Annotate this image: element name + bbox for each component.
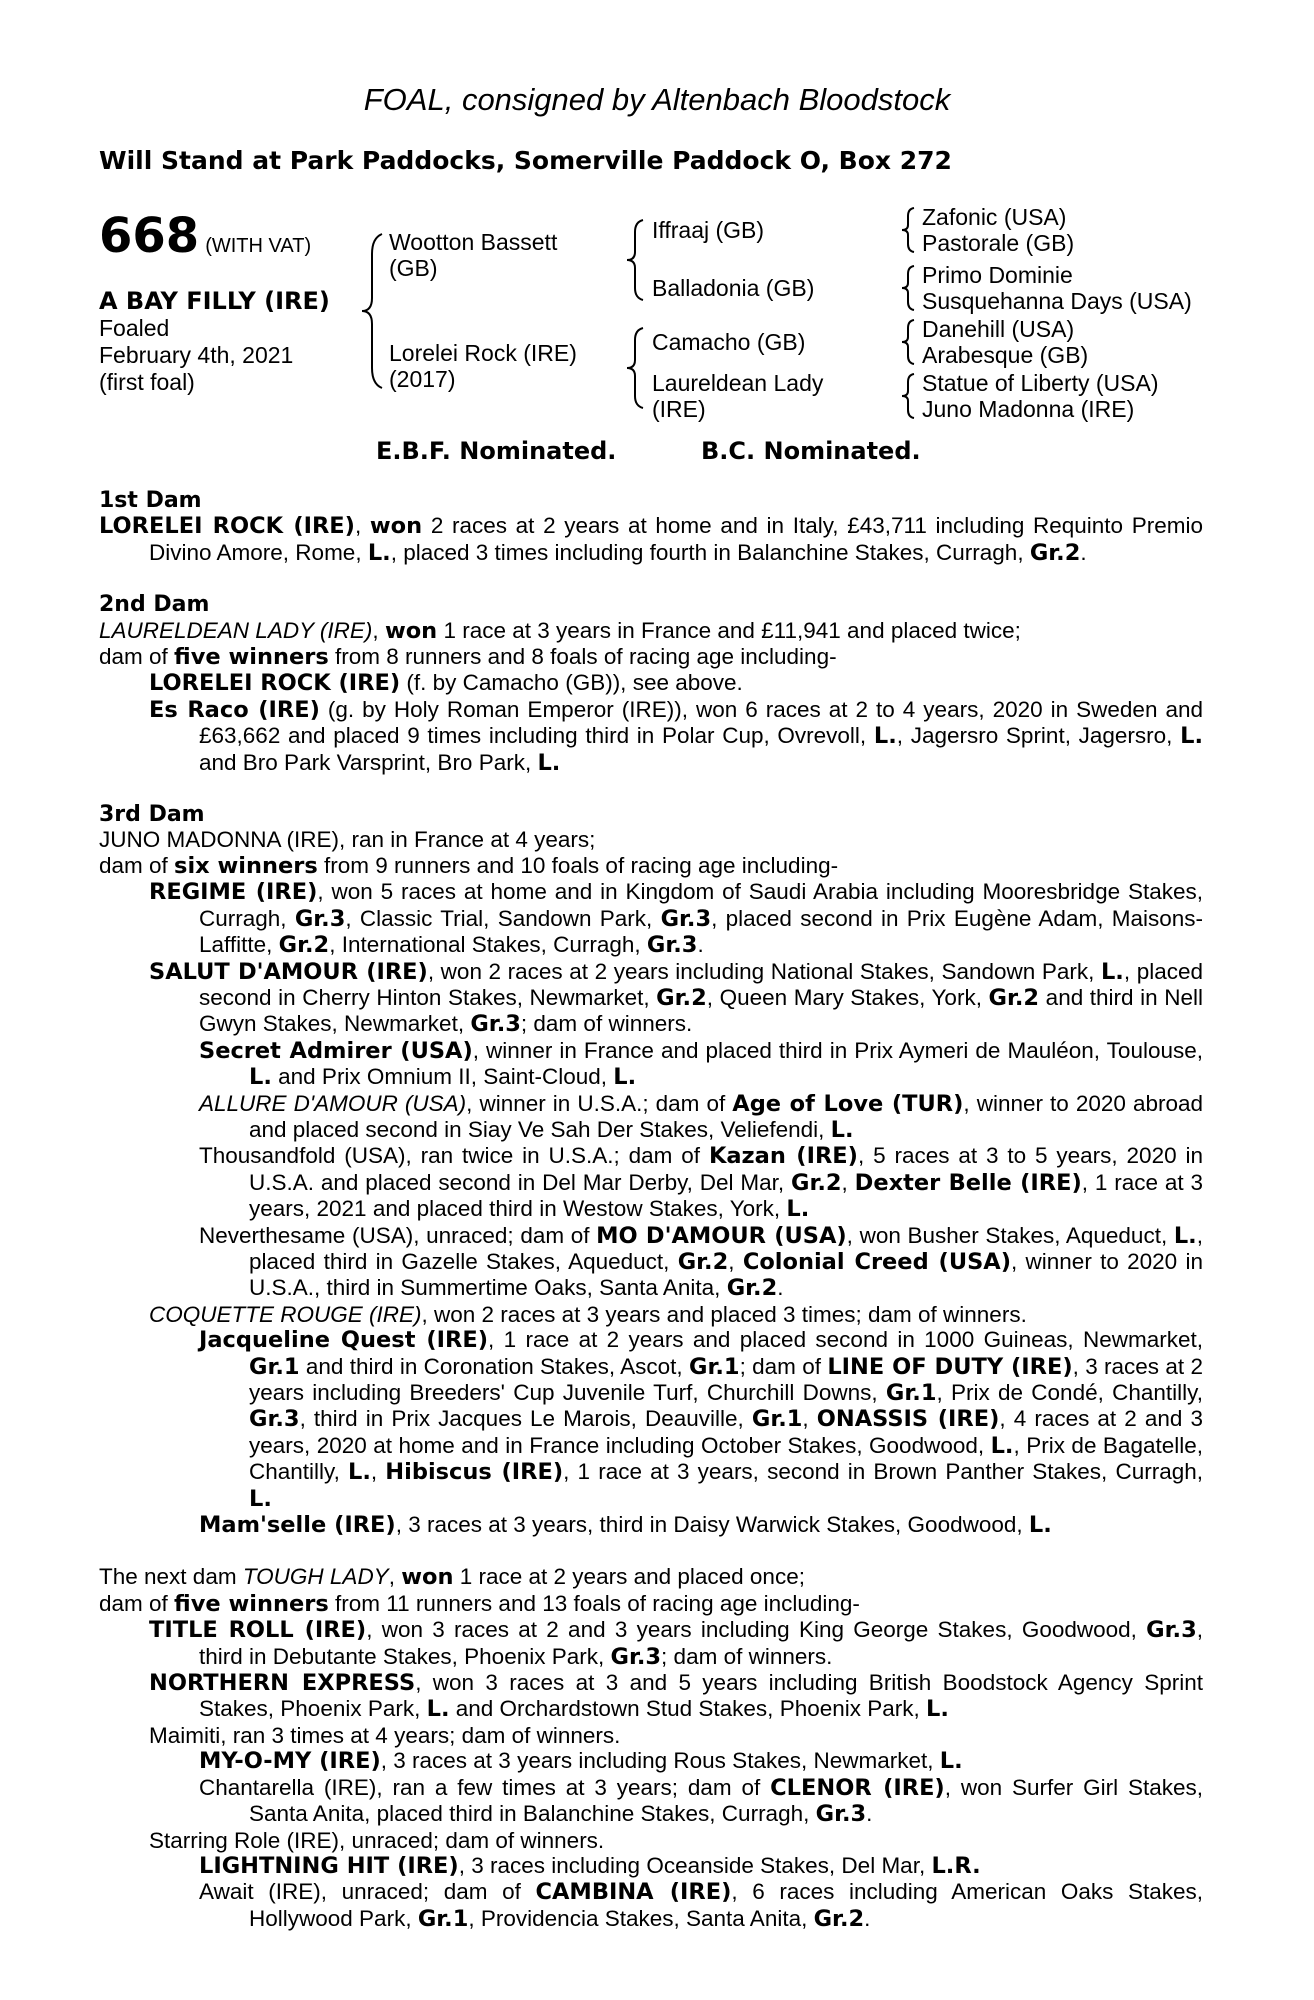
text-run: , 1 race at 3 years, second in Brown Panther Stakes, Curragh, bbox=[563, 1459, 1203, 1485]
second-dam-produce bbox=[99, 644, 1203, 670]
text-run: TOUGH LADY bbox=[242, 1564, 389, 1590]
text-run: L. bbox=[939, 1748, 963, 1775]
bc-nomination: B.C. Nominated. bbox=[701, 437, 921, 465]
text-run: COQUETTE ROUGE (IRE) bbox=[149, 1301, 422, 1327]
text-run: Secret Admirer (USA) bbox=[199, 1037, 473, 1064]
ebf-nomination: E.B.F. Nominated. bbox=[376, 437, 617, 465]
sire-name: Wootton Bassett bbox=[389, 229, 558, 255]
text-run: , bbox=[372, 617, 385, 643]
lot-heading bbox=[99, 208, 311, 264]
pedigree-sire-sire: Iffraaj (GB) bbox=[652, 217, 765, 243]
text-run: LINE OF DUTY (IRE) bbox=[827, 1353, 1073, 1380]
text-run: L. bbox=[1100, 958, 1124, 985]
text-run: , Classic Trial, Sandown Park, bbox=[345, 905, 661, 931]
text-run: and Prix Omnium II, Saint-Cloud, bbox=[271, 1064, 614, 1090]
text-run: , winner to 2020 in U.S.A., third in Summertime Oaks, Santa Anita, bbox=[249, 1248, 1203, 1301]
text-run: ; dam of winners. bbox=[661, 1643, 833, 1669]
text-run: , won 3 races at 3 and 5 years including British Boodstock Agency Sprint Stakes, Phoenix Park, bbox=[199, 1670, 1203, 1722]
pedigree-g2: Pastorale (GB) bbox=[922, 230, 1075, 256]
text-run: L. bbox=[786, 1196, 810, 1223]
text-run: dam of bbox=[99, 852, 175, 878]
produce-maimiti: Maimiti, ran 3 times at 4 years; dam of winners. bbox=[149, 1722, 621, 1748]
text-run: , Prix de Bagatelle, Chantilly, bbox=[249, 1432, 1203, 1485]
text-run: and third in Coronation Stakes, Ascot, bbox=[299, 1353, 689, 1379]
dam-dam-name: Laureldean Lady bbox=[652, 370, 824, 396]
text-run: . bbox=[866, 1801, 873, 1827]
text-run: , winner in France and placed third in Prix Aymeri de Mauléon, Toulouse, bbox=[472, 1037, 1203, 1063]
text-run: The next dam bbox=[99, 1564, 243, 1590]
text-run: , won 2 races at 3 years and placed 3 times; dam of winners. bbox=[421, 1301, 1027, 1327]
text-run: , Jagersro Sprint, Jagersro, bbox=[896, 723, 1181, 749]
produce-es-raco bbox=[99, 697, 1203, 776]
text-run: ; dam of bbox=[739, 1353, 828, 1379]
horse-name: A BAY FILLY (IRE) bbox=[99, 287, 330, 315]
text-run: , winner to 2020 abroad and placed second in Siay Ve Sah Der Stakes, Veliefendi, bbox=[249, 1090, 1203, 1142]
produce-lightning-hit bbox=[99, 1853, 1203, 1879]
text-run: . bbox=[777, 1275, 784, 1301]
third-dam-entry: JUNO MADONNA (IRE), ran in France at 4 years; bbox=[99, 827, 596, 853]
text-run: Mam'selle (IRE) bbox=[199, 1512, 396, 1539]
text-run: L. bbox=[426, 1696, 450, 1723]
text-run: , 6 races including American Oaks Stakes, Hollywood Park, bbox=[249, 1879, 1203, 1931]
text-run: , 5 races at 3 to 5 years, 2020 in U.S.A. and placed second in Del Mar Derby, Del Mar, bbox=[249, 1143, 1203, 1195]
text-run: , bbox=[728, 1248, 743, 1274]
text-run: won bbox=[369, 513, 423, 540]
text-run: 1 race at 3 years in France and £11,941 and placed twice; bbox=[437, 617, 1021, 643]
pedigree-sire bbox=[389, 229, 557, 281]
text-run: Gr.1 bbox=[249, 1353, 300, 1380]
text-run: Gr.2 bbox=[1029, 539, 1081, 566]
text-run: , 4 races at 2 and 3 years, 2020 at home and in France including October Stakes, Goodwood, bbox=[249, 1406, 1203, 1458]
text-run: LORELEI ROCK (IRE) bbox=[149, 670, 401, 697]
text-run: Gr.3 bbox=[660, 905, 712, 932]
produce-secret-admirer bbox=[99, 1038, 1203, 1091]
text-run: (g. by Holy Roman Emperor (IRE)), won 6 races at 2 to 4 years, 2020 in Sweden and £63,662 and placed 9 times including third in Polar Cup, Ovrevoll, bbox=[199, 696, 1203, 749]
dam-name: Lorelei Rock (IRE) bbox=[389, 340, 577, 366]
text-run: , won 3 races at 2 and 3 years including King George Stakes, Goodwood, bbox=[366, 1617, 1147, 1643]
text-run: , third in Prix Jacques Le Marois, Deauville, bbox=[299, 1406, 752, 1432]
text-run: TITLE ROLL (IRE) bbox=[149, 1617, 367, 1644]
pedigree-dam-sire: Camacho (GB) bbox=[652, 329, 806, 355]
second-dam-entry bbox=[99, 618, 1203, 644]
text-run: , Queen Mary Stakes, York, bbox=[706, 984, 989, 1010]
text-run: , 3 races including Oceanside Stakes, Del Mar, bbox=[458, 1852, 932, 1878]
text-run: L. bbox=[1180, 723, 1203, 750]
text-run: , bbox=[370, 1459, 386, 1485]
produce-await bbox=[99, 1879, 1203, 1932]
text-run: Gr.2 bbox=[278, 932, 330, 959]
second-dam-heading: 2nd Dam bbox=[99, 592, 210, 618]
produce-salut bbox=[99, 959, 1203, 1038]
text-run: MO D'AMOUR (USA) bbox=[596, 1222, 847, 1249]
text-run: , won Busher Stakes, Aqueduct, bbox=[846, 1222, 1174, 1248]
pedigree-dam-dam bbox=[652, 370, 823, 422]
text-run: L. bbox=[348, 1459, 371, 1486]
text-run: Gr.2 bbox=[677, 1248, 729, 1275]
text-run: L. bbox=[873, 723, 897, 750]
text-run: five winners bbox=[174, 644, 329, 671]
text-run: five winners bbox=[174, 1590, 329, 1617]
produce-starring-role: Starring Role (IRE), unraced; dam of winners. bbox=[149, 1827, 605, 1853]
produce-my-o-my bbox=[99, 1748, 1203, 1774]
first-dam-entry bbox=[99, 513, 1203, 566]
text-run: L. bbox=[830, 1116, 854, 1143]
dam-year: (2017) bbox=[389, 366, 456, 392]
lot-number: 668 bbox=[99, 208, 200, 264]
text-run: NORTHERN EXPRESS bbox=[149, 1670, 416, 1697]
text-run: Dexter Belle (IRE) bbox=[854, 1169, 1082, 1196]
text-run: , bbox=[354, 513, 370, 539]
text-run: 2 races at 2 years at home and in Italy, £43,711 including Requinto Premio Divino Amore, Rome, bbox=[149, 513, 1203, 565]
text-run: L. bbox=[537, 749, 561, 776]
pedigree-brace-dam bbox=[625, 326, 645, 410]
text-run: Gr.1 bbox=[885, 1380, 937, 1406]
text-run: L. bbox=[367, 539, 391, 566]
third-dam-produce bbox=[99, 853, 1203, 879]
text-run: Gr.3 bbox=[610, 1643, 662, 1670]
text-run: Gr.3 bbox=[1146, 1617, 1197, 1644]
text-run: L. bbox=[1173, 1222, 1197, 1249]
foaled-date: February 4th, 2021 bbox=[99, 342, 294, 368]
pedigree-brace-main bbox=[360, 232, 384, 390]
pedigree-dam bbox=[389, 340, 577, 392]
text-run: , placed second in Prix Eugène Adam, Maisons-Laffitte, bbox=[199, 905, 1203, 958]
text-run: REGIME (IRE) bbox=[149, 879, 318, 906]
text-run: , placed 3 times including fourth in Balanchine Stakes, Curragh, bbox=[390, 539, 1030, 565]
text-run: , bbox=[841, 1169, 855, 1195]
pedigree-g7: Statue of Liberty (USA) bbox=[922, 370, 1159, 396]
text-run: Gr.3 bbox=[646, 932, 698, 959]
first-dam-heading: 1st Dam bbox=[99, 488, 202, 513]
text-run: , placed second in Cherry Hinton Stakes, Newmarket, bbox=[199, 958, 1203, 1010]
text-run: , bbox=[802, 1406, 817, 1432]
text-run: , 1 race at 2 years and placed second in 1000 Guineas, Newmarket, bbox=[488, 1327, 1203, 1353]
text-run: , winner in U.S.A.; dam of bbox=[466, 1090, 733, 1116]
foal-info bbox=[99, 315, 293, 396]
text-run: Gr.2 bbox=[656, 984, 707, 1011]
text-run: , 3 races at 2 years including Breeders' Cup Juvenile Turf, Churchill Downs, bbox=[249, 1353, 1203, 1405]
text-run: , International Stakes, Curragh, bbox=[329, 932, 647, 958]
produce-neverthesame bbox=[99, 1223, 1203, 1302]
text-run: Es Raco (IRE) bbox=[149, 696, 320, 723]
produce-title-roll bbox=[99, 1617, 1203, 1670]
text-run: Hibiscus (IRE) bbox=[385, 1459, 564, 1486]
text-run: , won 5 races at home and in Kingdom of Saudi Arabia including Mooresbridge Stakes, Curragh, bbox=[199, 879, 1204, 931]
text-run: , 1 race at 3 years, 2021 and placed third in Westow Stakes, York, bbox=[249, 1169, 1203, 1222]
page-title: FOAL, consigned by Altenbach Bloodstock bbox=[363, 82, 951, 117]
text-run: Gr.3 bbox=[294, 905, 346, 932]
pedigree-g6: Arabesque (GB) bbox=[922, 342, 1089, 368]
text-run: Gr.2 bbox=[726, 1275, 778, 1302]
text-run: , placed third in Gazelle Stakes, Aqueduct, bbox=[249, 1222, 1203, 1274]
produce-northern-express bbox=[99, 1670, 1203, 1723]
text-run: Gr.3 bbox=[815, 1801, 867, 1828]
pedigree-g8: Juno Madonna (IRE) bbox=[922, 396, 1135, 422]
text-run: , won 2 races at 2 years including National Stakes, Sandown Park, bbox=[427, 958, 1101, 984]
text-run: , bbox=[388, 1564, 402, 1590]
text-run: L. bbox=[613, 1064, 637, 1091]
text-run: ; dam of winners. bbox=[520, 1011, 693, 1037]
text-run: and Bro Park Varsprint, Bro Park, bbox=[199, 749, 538, 775]
produce-coquette bbox=[99, 1302, 1203, 1327]
text-run: Gr.2 bbox=[988, 984, 1040, 1011]
text-run: , 3 races at 3 years, third in Daisy Warwick Stakes, Goodwood, bbox=[395, 1512, 1029, 1538]
text-run: L. bbox=[1028, 1512, 1052, 1539]
text-run: from 9 runners and 10 foals of racing age including- bbox=[317, 852, 839, 878]
text-run: SALUT D'AMOUR (IRE) bbox=[149, 958, 428, 985]
text-run: CAMBINA (IRE) bbox=[535, 1879, 732, 1906]
text-run: Gr.2 bbox=[813, 1905, 865, 1932]
dam-dam-country: (IRE) bbox=[652, 396, 706, 422]
text-run: dam of bbox=[99, 1590, 175, 1616]
text-run: . bbox=[864, 1905, 871, 1931]
pedigree-g1: Zafonic (USA) bbox=[922, 204, 1067, 230]
family-notes bbox=[99, 488, 1203, 1932]
vat-note: (WITH VAT) bbox=[205, 235, 312, 257]
text-run: 1 race at 2 years and placed once; bbox=[453, 1564, 805, 1590]
text-run: Neverthesame (USA), unraced; dam of bbox=[199, 1222, 597, 1248]
produce-thousandfold bbox=[99, 1143, 1203, 1222]
text-run: MY-O-MY (IRE) bbox=[199, 1748, 381, 1775]
text-run: . bbox=[697, 932, 704, 958]
text-run: , Prix de Condé, Chantilly, bbox=[936, 1380, 1203, 1405]
text-run: L. bbox=[249, 1064, 272, 1091]
text-run: Colonial Creed (USA) bbox=[742, 1248, 1011, 1275]
text-run: Gr.1 bbox=[751, 1406, 803, 1433]
text-run: Gr.1 bbox=[417, 1905, 469, 1932]
text-run: , third in Debutante Stakes, Phoenix Park, bbox=[199, 1617, 1203, 1669]
produce-jacqueline bbox=[99, 1327, 1203, 1512]
pedigree-brace-g3 bbox=[900, 318, 916, 366]
next-dam-entry bbox=[99, 1564, 1203, 1590]
produce-chantarella bbox=[99, 1775, 1203, 1828]
produce-lorelei bbox=[99, 670, 1203, 696]
text-run: dam of bbox=[99, 644, 175, 670]
text-run: ALLURE D'AMOUR (USA) bbox=[199, 1090, 467, 1116]
text-run: L. bbox=[990, 1432, 1014, 1459]
produce-regime bbox=[99, 879, 1203, 958]
text-run: won bbox=[384, 617, 438, 644]
text-run: L. bbox=[926, 1696, 949, 1723]
text-run: and third in Nell Gwyn Stakes, Newmarket, bbox=[199, 984, 1204, 1037]
text-run: Gr.3 bbox=[249, 1406, 300, 1433]
pedigree-brace-sire bbox=[625, 218, 645, 302]
pedigree-g5: Danehill (USA) bbox=[922, 316, 1075, 342]
text-run: Jacqueline Quest (IRE) bbox=[199, 1327, 489, 1354]
foaled-label: Foaled bbox=[99, 315, 170, 341]
pedigree-brace-g2 bbox=[900, 264, 916, 312]
text-run: (f. by Camacho (GB)), see above. bbox=[400, 670, 743, 696]
text-run: Await (IRE), unraced; dam of bbox=[199, 1879, 536, 1905]
text-run: Thousandfold (USA), ran twice in U.S.A.; dam of bbox=[199, 1143, 709, 1169]
text-run: from 11 runners and 13 foals of racing age including- bbox=[328, 1590, 860, 1616]
text-run: Gr.3 bbox=[470, 1011, 521, 1038]
text-run: Gr.2 bbox=[790, 1169, 842, 1196]
text-run: L. bbox=[249, 1485, 272, 1512]
text-run: , won Surfer Girl Stakes, Santa Anita, placed third in Balanchine Stakes, Curragh, bbox=[249, 1774, 1203, 1827]
text-run: L.R. bbox=[931, 1852, 981, 1879]
stand-location: Will Stand at Park Paddocks, Somerville Paddock O, Box 272 bbox=[99, 146, 952, 175]
third-dam-heading: 3rd Dam bbox=[99, 802, 205, 828]
text-run: won bbox=[401, 1564, 454, 1591]
text-run: and Orchardstown Stud Stakes, Phoenix Park, bbox=[449, 1696, 927, 1722]
text-run: Chantarella (IRE), ran a few times at 3 years; dam of bbox=[199, 1774, 771, 1800]
pedigree-g3: Primo Dominie bbox=[922, 262, 1073, 288]
text-run: , 3 races at 3 years including Rous Stakes, Newmarket, bbox=[380, 1748, 940, 1774]
pedigree-g4: Susquehanna Days (USA) bbox=[922, 288, 1192, 314]
text-run: from 8 runners and 8 foals of racing age including- bbox=[328, 644, 837, 670]
pedigree-brace-g1 bbox=[900, 206, 916, 254]
text-run: Gr.1 bbox=[689, 1353, 740, 1380]
text-run: , Providencia Stakes, Santa Anita, bbox=[468, 1905, 814, 1931]
text-run: LORELEI ROCK (IRE) bbox=[99, 513, 355, 540]
text-run: ONASSIS (IRE) bbox=[816, 1406, 1000, 1433]
text-run: LAURELDEAN LADY (IRE) bbox=[99, 617, 373, 643]
text-run: six winners bbox=[174, 852, 318, 879]
text-run: Kazan (IRE) bbox=[708, 1143, 858, 1170]
text-run: Age of Love (TUR) bbox=[732, 1090, 964, 1117]
pedigree-brace-g4 bbox=[900, 372, 916, 420]
produce-mamselle bbox=[99, 1512, 1203, 1538]
next-dam-produce bbox=[99, 1591, 1203, 1617]
sire-country: (GB) bbox=[389, 255, 438, 281]
text-run: . bbox=[1080, 539, 1087, 565]
pedigree-sire-dam: Balladonia (GB) bbox=[652, 275, 815, 301]
text-run: CLENOR (IRE) bbox=[770, 1774, 945, 1801]
text-run: LIGHTNING HIT (IRE) bbox=[199, 1852, 459, 1879]
foal-note: (first foal) bbox=[99, 369, 195, 395]
produce-allure bbox=[99, 1091, 1203, 1144]
